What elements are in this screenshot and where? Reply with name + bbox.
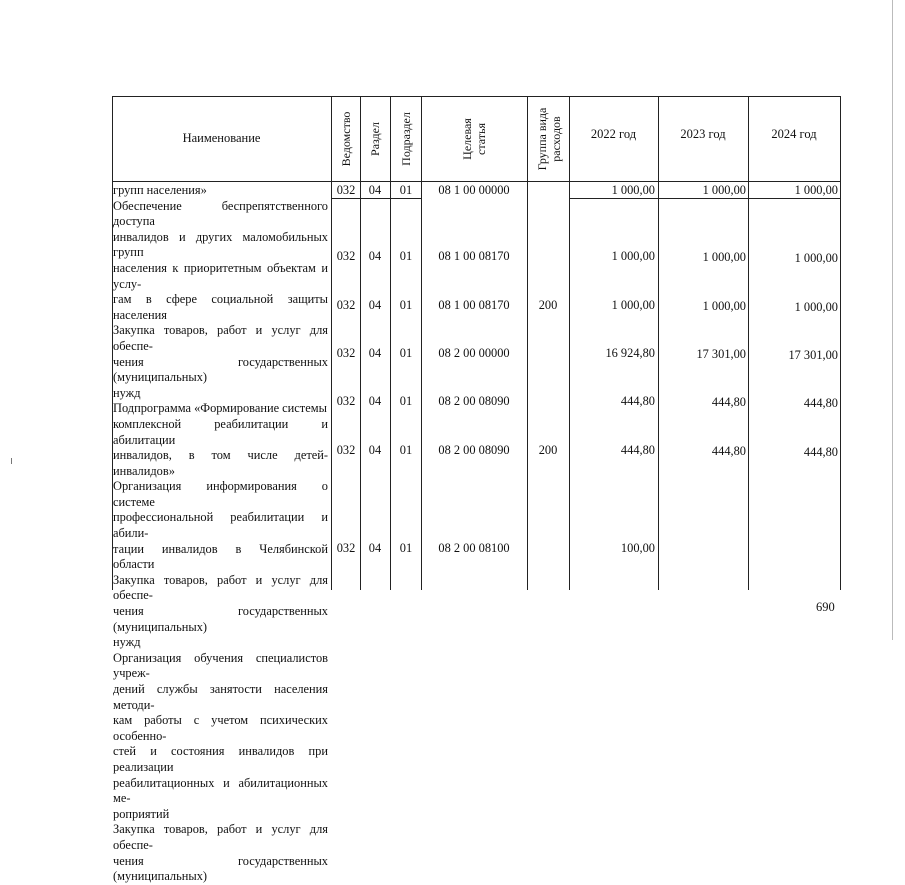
cell-razdel: 04 — [368, 394, 382, 408]
name-line: реабилитационных и абилитационных ме- — [113, 775, 328, 806]
cell-ved: 032 — [336, 183, 356, 197]
name-line: Закупка товаров, работ и услуг для обеспе- — [113, 323, 328, 353]
name-line: роприятий — [113, 806, 170, 821]
cell-podrazdel: 01 — [399, 541, 413, 555]
name-line: Закупка товаров, работ и услуг для обеспе- — [113, 822, 328, 852]
cell-ved: 032 — [336, 249, 356, 263]
cell-target: 08 1 00 00000 — [438, 183, 510, 197]
cell-2023: 17 301,00 — [696, 347, 746, 361]
header-name: Наименование — [182, 131, 261, 145]
name-line: инвалидов и других маломобильных групп — [113, 229, 328, 260]
table-top-border — [112, 96, 841, 97]
cell-2022: 16 924,80 — [605, 346, 655, 360]
cell-2022: 1 000,00 — [611, 249, 655, 263]
col-border-group — [569, 96, 570, 590]
cell-razdel: 04 — [368, 346, 382, 360]
cell-2024: 1 000,00 — [794, 300, 838, 314]
cell-2023: 444,80 — [711, 395, 746, 409]
name-line: Обеспечение беспрепятственного доступа — [113, 198, 328, 229]
header-group-1: Группа вида — [535, 107, 549, 171]
name-line: нужд — [113, 635, 141, 650]
name-line: населения к приоритетным объектам и услу- — [113, 260, 328, 291]
cell-2023: 444,80 — [711, 444, 746, 458]
name-line: комплексной реабилитации и абилитации — [113, 416, 328, 447]
cell-2024: 444,80 — [803, 396, 838, 410]
page-number: 690 — [816, 600, 835, 614]
cell-razdel: 04 — [368, 541, 382, 555]
col-border-ved — [360, 96, 361, 590]
cell-2022: 444,80 — [620, 394, 655, 408]
name-line: гам в сфере социальной защиты населения — [113, 292, 328, 322]
col-border-right — [840, 96, 841, 590]
scan-speck — [11, 458, 12, 464]
header-group-2: расходов — [549, 116, 563, 162]
cell-2023: 1 000,00 — [702, 299, 746, 313]
cell-razdel: 04 — [368, 443, 382, 457]
header-target-2: статья — [474, 123, 488, 155]
name-line: инвалидов, в том числе детей-инвалидов» — [113, 448, 328, 478]
cell-ved: 032 — [336, 346, 356, 360]
name-line: стей и состояния инвалидов при реализации — [113, 744, 328, 774]
name-line: Организация информирования о системе — [113, 479, 328, 509]
cell-ved: 032 — [336, 394, 356, 408]
cell-podrazdel: 01 — [399, 346, 413, 360]
header-2024: 2024 год — [771, 127, 817, 141]
col-border-name — [331, 96, 332, 590]
cell-2022: 1 000,00 — [611, 298, 655, 312]
name-line: Закупка товаров, работ и услуг для обеспе- — [113, 572, 328, 603]
cell-podrazdel: 01 — [399, 183, 413, 197]
cell-2024: 1 000,00 — [794, 183, 838, 197]
name-line: тации инвалидов в Челябинской области — [113, 541, 328, 572]
cell-2024: 444,80 — [803, 445, 838, 459]
cell-ved: 032 — [336, 443, 356, 457]
name-line: нужд — [113, 385, 141, 400]
cell-2022: 1 000,00 — [611, 183, 655, 197]
col-border-2023 — [748, 96, 749, 590]
cell-2024: 17 301,00 — [788, 348, 838, 362]
cell-podrazdel: 01 — [399, 443, 413, 457]
name-line: Организация обучения специалистов учреж- — [113, 650, 328, 681]
cell-target: 08 2 00 08090 — [438, 394, 510, 408]
cell-2023: 1 000,00 — [702, 250, 746, 264]
header-razdel: Раздел — [368, 122, 382, 156]
cell-ved: 032 — [336, 541, 356, 555]
name-line: дений службы занятости населения методи- — [113, 682, 328, 712]
scan-edge-line — [892, 0, 893, 640]
cell-group: 200 — [538, 443, 558, 457]
header-bottom-border — [112, 181, 841, 182]
col-border-razdel — [390, 96, 391, 590]
name-line: чения государственных (муниципальных) — [113, 354, 328, 385]
cell-razdel: 04 — [368, 183, 382, 197]
cell-target: 08 1 00 08170 — [438, 298, 510, 312]
header-2023: 2023 год — [680, 127, 726, 141]
name-line: групп населения» — [113, 183, 207, 197]
cell-target: 08 1 00 08170 — [438, 249, 510, 263]
cell-target: 08 2 00 08090 — [438, 443, 510, 457]
cell-2023: 1 000,00 — [702, 183, 746, 197]
cell-razdel: 04 — [368, 249, 382, 263]
cell-podrazdel: 01 — [399, 249, 413, 263]
name-line: Подпрограмма «Формирование системы — [113, 401, 327, 416]
cell-target: 08 2 00 08100 — [438, 541, 510, 555]
name-line: чения государственных (муниципальных) — [113, 853, 328, 884]
row-underline — [331, 198, 421, 199]
cell-2022: 444,80 — [620, 443, 655, 457]
row-underline — [569, 198, 840, 199]
cell-target: 08 2 00 00000 — [438, 346, 510, 360]
header-podrazdel: Подраздел — [399, 112, 413, 166]
cell-ved: 032 — [336, 298, 356, 312]
name-line: профессиональной реабилитации и абили- — [113, 510, 328, 541]
header-2022: 2022 год — [590, 127, 637, 141]
header-vedomstvo: Ведомство — [339, 111, 353, 167]
header-target-1: Целевая — [460, 118, 474, 160]
cell-podrazdel: 01 — [399, 298, 413, 312]
cell-2024: 1 000,00 — [794, 251, 838, 265]
col-border-target — [527, 96, 528, 590]
col-border-podrazdel — [421, 96, 422, 590]
cell-razdel: 04 — [368, 298, 382, 312]
col-border-2022 — [658, 96, 659, 590]
cell-2022: 100,00 — [620, 541, 655, 555]
name-line: кам работы с учетом психических особенно- — [113, 713, 328, 743]
cell-group: 200 — [538, 298, 558, 312]
cell-podrazdel: 01 — [399, 394, 413, 408]
name-line: чения государственных (муниципальных) — [113, 604, 328, 634]
name-column — [113, 183, 328, 885]
